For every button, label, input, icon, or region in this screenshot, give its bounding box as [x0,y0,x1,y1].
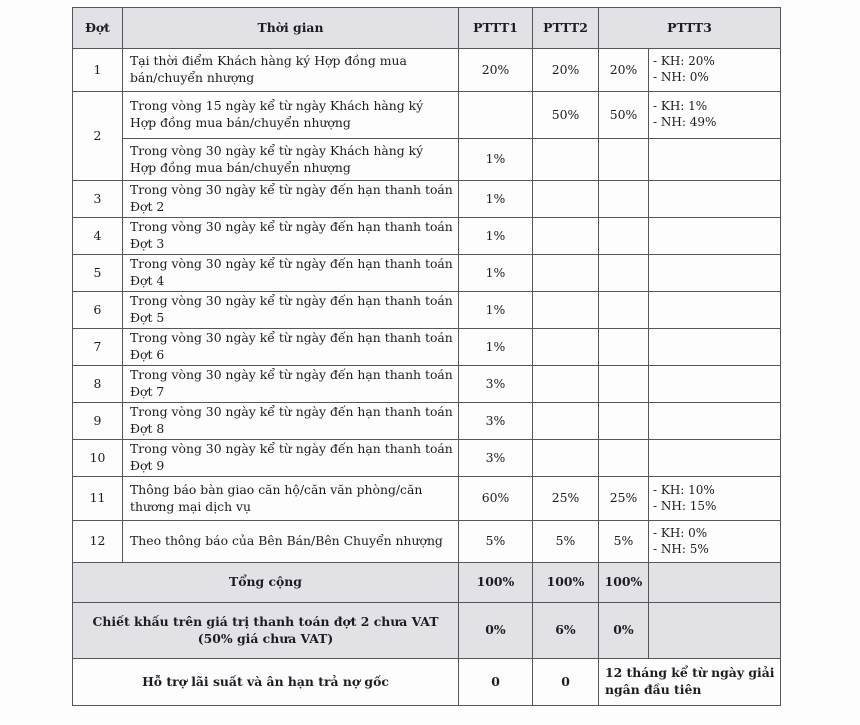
pttt3-cell: 20% [599,49,649,92]
table-row [73,403,781,440]
discount-empty-cell [649,603,781,659]
table-row [73,139,781,181]
pttt3-cell [599,329,649,366]
pttt3-cell [599,181,649,218]
pttt3-split-cell [649,255,781,292]
pttt1-cell: 3% [459,440,533,477]
pttt3-split-cell [649,366,781,403]
pttt2-cell [533,139,599,181]
dot-cell: 9 [73,403,123,440]
payment-schedule-table [72,7,781,706]
pttt3-split-cell [649,403,781,440]
desc-cell: Trong vòng 30 ngày kể từ ngày đến hạn thanh toán Đợt 2 [123,181,459,218]
discount-label-cell [73,603,459,659]
header-pttt1: PTTT1 [459,8,533,49]
pttt1-cell: 5% [459,521,533,563]
desc-cell: Trong vòng 30 ngày kể từ ngày đến hạn thanh toán Đợt 3 [123,218,459,255]
total-pttt3: 100% [599,563,649,603]
table-row [73,181,781,218]
pttt1-cell: 1% [459,255,533,292]
table-row [73,521,781,563]
dot-cell: 3 [73,181,123,218]
desc-cell: Trong vòng 30 ngày kể từ ngày đến hạn thanh toán Đợt 6 [123,329,459,366]
total-label: Tổng cộng [73,563,459,603]
pttt2-cell [533,292,599,329]
pttt3-split-cell [649,440,781,477]
support-pttt3: 12 tháng kể từ ngày giải ngân đầu tiên [599,659,781,706]
pttt3-split-cell [649,329,781,366]
pttt1-cell: 60% [459,477,533,521]
discount-note: (50% giá chưa VAT) [197,630,334,646]
dot-cell: 10 [73,440,123,477]
total-row [73,563,781,603]
pttt2-cell [533,366,599,403]
pttt1-cell: 1% [459,329,533,366]
desc-cell: Trong vòng 15 ngày kể từ ngày Khách hàng ký Hợp đồng mua bán/chuyển nhượng [123,92,459,139]
total-pttt2: 100% [533,563,599,603]
pttt3-cell: 5% [599,521,649,563]
pttt3-cell [599,255,649,292]
discount-label: Chiết khấu trên giá trị thanh toán đợt 2 chưa VAT [92,613,439,629]
total-empty-cell [649,563,781,603]
pttt3-split-cell [649,521,781,563]
desc-cell: Trong vòng 30 ngày kể từ ngày đến hạn thanh toán Đợt 9 [123,440,459,477]
discount-pttt3: 0% [599,603,649,659]
pttt1-cell: 1% [459,139,533,181]
pttt2-cell: 25% [533,477,599,521]
dot-cell: 7 [73,329,123,366]
support-pttt1: 0 [459,659,533,706]
desc-cell: Tại thời điểm Khách hàng ký Hợp đồng mua bán/chuyển nhượng [123,49,459,92]
discount-pttt2: 6% [533,603,599,659]
pttt3-split-cell [649,49,781,92]
pttt1-cell: 1% [459,218,533,255]
kh-share: - KH: 20% [653,54,715,69]
table-row [73,329,781,366]
header-thoi-gian: Thời gian [123,8,459,49]
pttt3-split-cell [649,477,781,521]
pttt2-cell: 5% [533,521,599,563]
kh-share: - KH: 0% [653,525,708,540]
nh-share: - NH: 5% [653,541,709,556]
desc-cell: Theo thông báo của Bên Bán/Bên Chuyển nhượng [123,521,459,563]
support-row [73,659,781,706]
table-row [73,477,781,521]
pttt1-cell: 20% [459,49,533,92]
pttt3-cell [599,218,649,255]
header-dot: Đợt [73,8,123,49]
desc-cell: Trong vòng 30 ngày kể từ ngày đến hạn thanh toán Đợt 7 [123,366,459,403]
pttt1-cell: 3% [459,366,533,403]
pttt1-cell [459,92,533,139]
support-pttt2: 0 [533,659,599,706]
pttt3-cell: 25% [599,477,649,521]
nh-share: - NH: 15% [653,498,717,513]
pttt3-split-cell [649,92,781,139]
kh-share: - KH: 1% [653,99,708,114]
table-row [73,255,781,292]
dot-cell: 1 [73,49,123,92]
dot-cell: 12 [73,521,123,563]
dot-cell: 6 [73,292,123,329]
table-row [73,218,781,255]
desc-cell: Trong vòng 30 ngày kể từ ngày đến hạn thanh toán Đợt 8 [123,403,459,440]
pttt1-cell: 1% [459,292,533,329]
total-pttt1: 100% [459,563,533,603]
desc-cell: Trong vòng 30 ngày kể từ ngày đến hạn thanh toán Đợt 5 [123,292,459,329]
support-label: Hỗ trợ lãi suất và ân hạn trả nợ gốc [73,659,459,706]
pttt2-cell [533,181,599,218]
table-row [73,49,781,92]
pttt2-cell [533,329,599,366]
pttt3-split-cell [649,139,781,181]
header-row [73,8,781,49]
dot-cell: 4 [73,218,123,255]
pttt3-split-cell [649,292,781,329]
table-row [73,440,781,477]
dot-cell: 5 [73,255,123,292]
dot-cell: 8 [73,366,123,403]
pttt3-cell [599,292,649,329]
pttt3-cell [599,403,649,440]
table-row [73,366,781,403]
pttt2-cell [533,218,599,255]
table-row [73,92,781,139]
pttt3-split-cell [649,181,781,218]
discount-pttt1: 0% [459,603,533,659]
nh-share: - NH: 0% [653,70,709,84]
table-row [73,292,781,329]
dot-cell: 2 [73,92,123,181]
pttt2-cell [533,440,599,477]
pttt1-cell: 1% [459,181,533,218]
pttt3-split-cell [649,218,781,255]
pttt2-cell [533,255,599,292]
pttt3-cell [599,366,649,403]
pttt2-cell [533,403,599,440]
dot-cell: 11 [73,477,123,521]
pttt3-cell: 50% [599,92,649,139]
header-pttt3: PTTT3 [599,8,781,49]
desc-cell: Trong vòng 30 ngày kể từ ngày đến hạn thanh toán Đợt 4 [123,255,459,292]
desc-cell: Trong vòng 30 ngày kể từ ngày Khách hàng ký Hợp đồng mua bán/chuyển nhượng [123,139,459,181]
pttt2-cell: 20% [533,49,599,92]
nh-share: - NH: 49% [653,115,717,129]
discount-row [73,603,781,659]
pttt3-cell [599,440,649,477]
pttt1-cell: 3% [459,403,533,440]
kh-share: - KH: 10% [653,482,715,497]
pttt3-cell [599,139,649,181]
desc-cell: Thông báo bàn giao căn hộ/căn văn phòng/căn thương mại dịch vụ [123,477,459,521]
header-pttt2: PTTT2 [533,8,599,49]
pttt2-cell: 50% [533,92,599,139]
